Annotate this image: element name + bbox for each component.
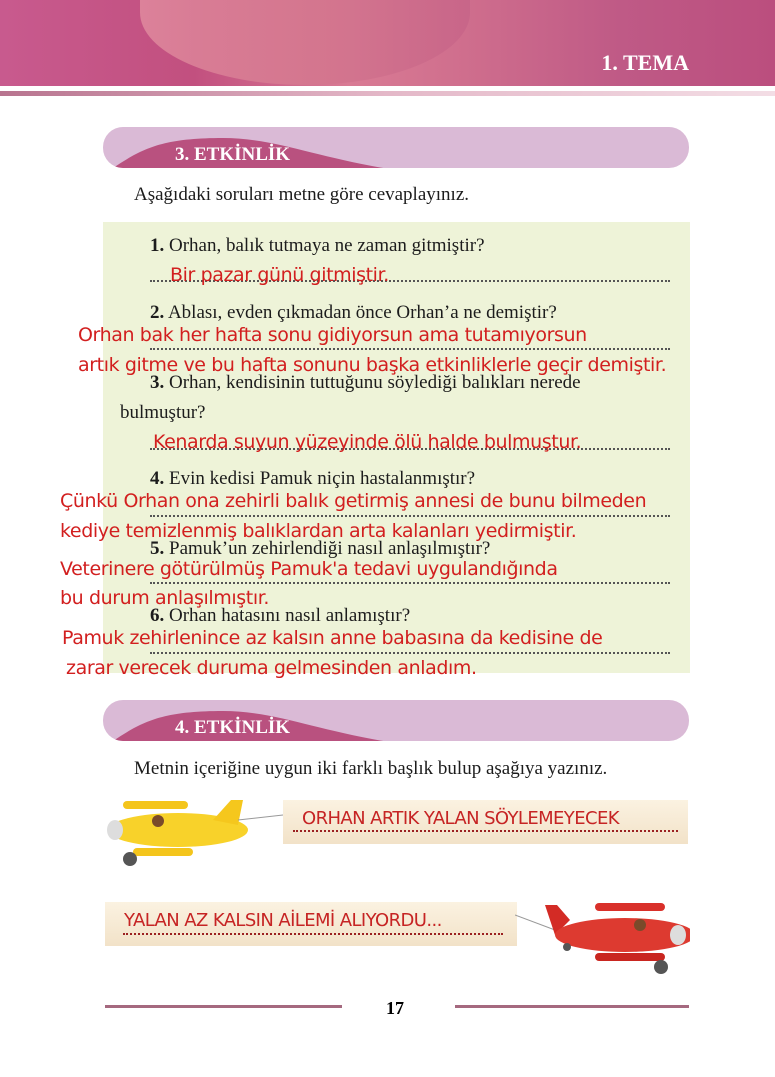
answer-2-line-2[interactable]: artık gitme ve bu hafta sonunu başka etkinliklerle geçir demiştir. xyxy=(78,354,667,376)
question-6: 6. Orhan hatasını nasıl anlamıştır? xyxy=(150,605,411,626)
answer-line-4 xyxy=(150,515,670,517)
answer-2-line-1[interactable]: Orhan bak her hafta sonu gidiyorsun ama tutamıyorsun xyxy=(78,324,587,346)
question-1: 1. Orhan, balık tutmaya ne zaman gitmiştir? xyxy=(150,235,485,256)
answer-line-2 xyxy=(150,348,670,350)
page-header xyxy=(0,0,775,86)
question-3: 3. Orhan, kendisinin tuttuğunu söylediği balıkları nerede xyxy=(150,372,581,393)
header-divider-gradient xyxy=(0,91,775,96)
answer-4-line-1[interactable]: Çünkü Orhan ona zehirli balık getirmiş annesi de bunu bilmeden xyxy=(60,490,647,512)
question-4: 4. Evin kedisi Pamuk niçin hastalanmıştır? xyxy=(150,468,476,489)
answer-line-6 xyxy=(150,652,670,654)
banner-1-answer-line xyxy=(293,830,678,832)
banner-2-answer-line xyxy=(123,933,503,935)
question-3-continued: bulmuştur? xyxy=(120,402,206,423)
activity3-title-bar xyxy=(103,127,689,168)
answer-5-line-1[interactable]: Veterinere götürülmüş Pamuk'a tedavi uygulandığında xyxy=(60,558,558,580)
title-answer-2[interactable]: YALAN AZ KALSIN AİLEMİ ALIYORDU... xyxy=(124,910,442,931)
activity4-title-bar xyxy=(103,700,689,741)
title-answer-1[interactable]: ORHAN ARTIK YALAN SÖYLEMEYECEK xyxy=(302,808,619,829)
activity3-instruction: Aşağıdaki soruları metne göre cevaplayınız. xyxy=(134,184,470,205)
header-wave-decoration xyxy=(140,0,470,85)
activity4-title: 4. ETKİNLİK xyxy=(175,717,291,738)
page-number: 17 xyxy=(386,998,404,1018)
answer-6-line-2[interactable]: zarar verecek duruma gelmesinden anladım. xyxy=(66,657,477,679)
answer-4-line-2[interactable]: kediye temizlenmiş balıklardan arta kalanları yedirmiştir. xyxy=(60,520,577,542)
question-5: 5. Pamuk’un zehirlendiği nasıl anlaşılmıştır? xyxy=(150,538,491,559)
yellow-airplane-icon xyxy=(103,795,293,870)
footer-line-left xyxy=(105,1005,342,1008)
answer-line-5 xyxy=(150,582,670,584)
activity3-title: 3. ETKİNLİK xyxy=(175,144,291,165)
theme-label: 1. TEMA xyxy=(601,50,689,75)
answer-1[interactable]: Bir pazar günü gitmiştir. xyxy=(170,264,389,286)
activity4-instruction: Metnin içeriğine uygun iki farklı başlık bulup aşağıya yazınız. xyxy=(134,758,608,779)
answer-5-line-2[interactable]: bu durum anlaşılmıştır. xyxy=(60,587,270,609)
answer-6-line-1[interactable]: Pamuk zehirlenince az kalsın anne babasına da kedisine de xyxy=(62,627,603,649)
footer-line-right xyxy=(455,1005,689,1008)
red-airplane-icon xyxy=(515,895,690,980)
answer-3[interactable]: Kenarda suyun yüzeyinde ölü halde bulmuştur. xyxy=(153,431,582,453)
question-2: 2. Ablası, evden çıkmadan önce Orhan’a ne demiştir? xyxy=(150,302,557,323)
